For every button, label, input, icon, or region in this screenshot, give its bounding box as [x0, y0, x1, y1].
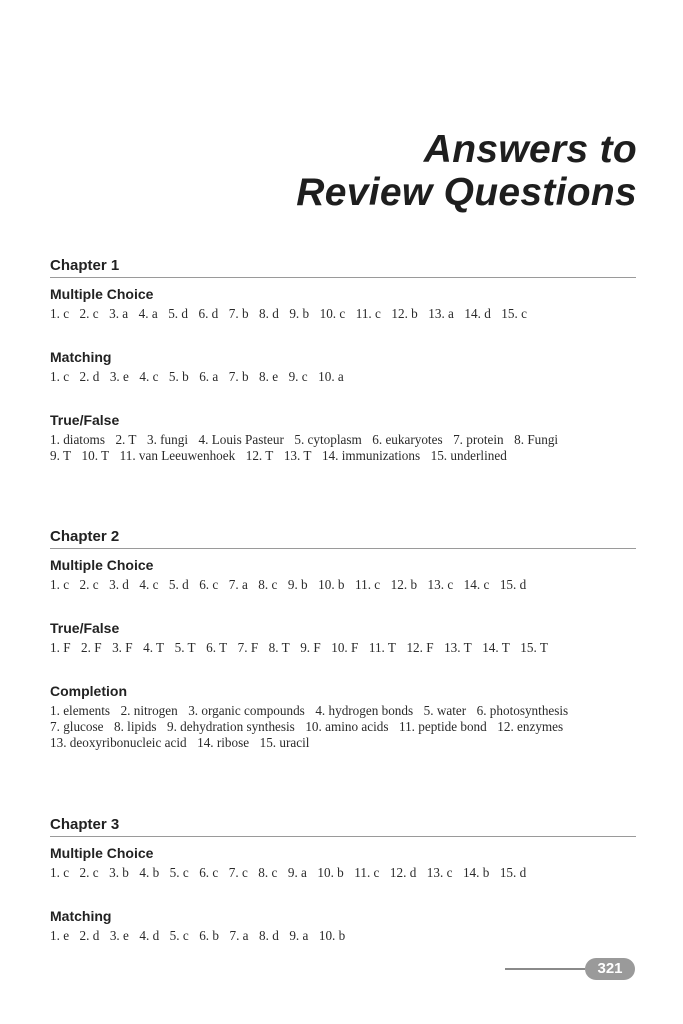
answer-item: 14. ribose	[197, 735, 250, 750]
answer-item: 10. amino acids	[305, 719, 389, 734]
title-line-2: Review Questions	[296, 171, 637, 214]
answer-item: 8. lipids	[113, 719, 157, 734]
answer-item: 14. b	[462, 865, 490, 880]
answer-item: 1. e	[50, 928, 70, 943]
answer-item: 12. b	[390, 577, 418, 592]
answer-section	[50, 683, 636, 751]
answer-item: 8. c	[258, 577, 278, 592]
answer-item: 1. c	[50, 369, 70, 384]
answer-item: 3. e	[109, 369, 129, 384]
answer-item: 5. cytoplasm	[294, 432, 362, 447]
page-number-rule	[505, 968, 585, 970]
answer-item: 14. T	[482, 640, 510, 655]
answer-item: 6. a	[199, 369, 219, 384]
answer-item: 13. deoxyribonucleic acid	[50, 735, 187, 750]
answer-item: 7. b	[228, 369, 249, 384]
answer-item: 7. protein	[453, 432, 504, 447]
answer-list	[50, 432, 636, 464]
answer-item: 2. c	[79, 865, 99, 880]
answer-item: 4. c	[139, 369, 159, 384]
answer-item: 3. e	[109, 928, 129, 943]
answer-item: 9. F	[300, 640, 321, 655]
answer-item: 13. T	[444, 640, 472, 655]
answer-item: 11. van Leeuwenhoek	[119, 448, 236, 463]
answer-item: 8. Fungi	[514, 432, 559, 447]
answer-item: 15. d	[499, 577, 527, 592]
answer-line	[50, 703, 636, 719]
answer-item: 4. c	[139, 577, 159, 592]
answer-item: 9. T	[50, 448, 72, 463]
section-heading: True/False	[50, 412, 120, 428]
answer-item: 12. enzymes	[497, 719, 564, 734]
answer-line	[50, 369, 636, 385]
answer-item: 10. b	[317, 865, 344, 880]
answer-item: 5. d	[168, 306, 188, 321]
page-number-block	[505, 957, 635, 981]
chapter-3	[50, 816, 636, 944]
answer-item: 6. b	[199, 928, 219, 943]
section-heading: True/False	[50, 620, 120, 636]
answer-item: 15. c	[501, 306, 527, 321]
answer-item: 3. fungi	[146, 432, 188, 447]
chapter-2	[50, 528, 636, 751]
answer-item: 13. c	[427, 577, 454, 592]
answer-item: 3. F	[112, 640, 133, 655]
answer-line	[50, 577, 636, 593]
answer-list	[50, 577, 636, 593]
answer-item: 1. c	[50, 306, 70, 321]
answer-item: 13. T	[283, 448, 312, 463]
answer-item: 2. d	[79, 928, 100, 943]
answer-item: 8. T	[268, 640, 290, 655]
title-line-1: Answers to	[423, 128, 637, 171]
answer-item: 11. T	[368, 640, 396, 655]
answer-item: 7. a	[229, 928, 249, 943]
answer-line	[50, 640, 636, 656]
answer-item: 15. uracil	[259, 735, 310, 750]
answer-item: 9. dehydration synthesis	[166, 719, 295, 734]
answer-item: 9. c	[288, 369, 308, 384]
answer-item: 7. a	[228, 577, 248, 592]
answer-item: 8. d	[259, 928, 279, 943]
page-number: 321	[585, 958, 635, 980]
answer-item: 13. c	[426, 865, 453, 880]
answer-section	[50, 286, 636, 322]
answer-item: 2. c	[79, 577, 99, 592]
answer-item: 7. c	[228, 865, 248, 880]
answer-line	[50, 306, 636, 322]
answer-item: 10. F	[331, 640, 359, 655]
answer-item: 4. d	[139, 928, 160, 943]
answer-item: 7. b	[228, 306, 249, 321]
answer-list	[50, 928, 636, 944]
answer-line	[50, 448, 636, 464]
answer-item: 10. b	[318, 928, 346, 943]
section-heading: Matching	[50, 908, 112, 924]
chapter-heading: Chapter 1	[50, 257, 636, 278]
answer-item: 1. elements	[50, 703, 111, 718]
answer-section	[50, 620, 636, 656]
answer-item: 10. c	[319, 306, 346, 321]
answer-section	[50, 908, 636, 944]
answer-line	[50, 865, 636, 881]
answer-item: 10. T	[81, 448, 110, 463]
answer-item: 13. a	[428, 306, 454, 321]
answer-item: 12. T	[245, 448, 274, 463]
answer-item: 6. c	[199, 577, 219, 592]
answer-item: 5. c	[169, 928, 189, 943]
answer-item: 1. c	[50, 577, 70, 592]
answer-item: 2. d	[79, 369, 100, 384]
section-heading: Multiple Choice	[50, 557, 154, 573]
answer-item: 15. T	[520, 640, 548, 655]
answer-item: 12. b	[391, 306, 418, 321]
answer-item: 5. T	[174, 640, 196, 655]
chapter-heading: Chapter 2	[50, 528, 636, 549]
answer-item: 10. b	[318, 577, 345, 592]
answer-item: 10. a	[318, 369, 344, 384]
section-heading: Multiple Choice	[50, 286, 154, 302]
answer-item: 2. c	[79, 306, 99, 321]
page-title	[296, 128, 637, 214]
answer-item: 5. b	[168, 369, 189, 384]
answer-item: 6. c	[199, 865, 219, 880]
answer-item: 9. a	[287, 865, 307, 880]
answer-line	[50, 432, 636, 448]
answer-item: 1. F	[50, 640, 71, 655]
answer-section	[50, 557, 636, 593]
answer-item: 7. F	[237, 640, 259, 655]
answer-list	[50, 640, 636, 656]
section-heading: Multiple Choice	[50, 845, 154, 861]
chapter-1	[50, 257, 636, 464]
answer-item: 8. c	[258, 865, 278, 880]
answer-item: 14. d	[464, 306, 491, 321]
answer-item: 3. a	[109, 306, 129, 321]
answer-line	[50, 928, 636, 944]
answer-list	[50, 369, 636, 385]
answer-item: 9. b	[289, 306, 310, 321]
answer-item: 15. d	[499, 865, 527, 880]
answer-item: 9. a	[289, 928, 309, 943]
answer-item: 4. Louis Pasteur	[198, 432, 284, 447]
answer-list	[50, 306, 636, 322]
answer-item: 4. a	[138, 306, 158, 321]
answer-item: 5. water	[423, 703, 467, 718]
answer-item: 2. nitrogen	[120, 703, 178, 718]
answer-item: 2. F	[81, 640, 102, 655]
answer-item: 6. T	[206, 640, 228, 655]
answer-item: 9. b	[287, 577, 308, 592]
answer-line	[50, 735, 636, 751]
section-heading: Matching	[50, 349, 112, 365]
answer-section	[50, 845, 636, 881]
answer-item: 5. c	[169, 865, 189, 880]
answer-item: 11. peptide bond	[398, 719, 487, 734]
answer-item: 4. hydrogen bonds	[315, 703, 414, 718]
answer-item: 3. d	[109, 577, 129, 592]
answer-item: 4. T	[143, 640, 165, 655]
answer-item: 14. c	[463, 577, 490, 592]
chapter-heading: Chapter 3	[50, 816, 636, 837]
answer-section	[50, 412, 636, 464]
answer-item: 3. organic compounds	[188, 703, 305, 718]
answer-item: 6. d	[198, 306, 219, 321]
answer-list	[50, 865, 636, 881]
answer-item: 11. c	[355, 306, 381, 321]
answer-item: 1. c	[50, 865, 70, 880]
answer-item: 2. T	[115, 432, 137, 447]
answer-item: 6. photosynthesis	[476, 703, 569, 718]
answer-list	[50, 703, 636, 751]
answer-item: 15. underlined	[430, 448, 507, 463]
answer-item: 11. c	[355, 577, 381, 592]
answer-item: 12. F	[406, 640, 434, 655]
answer-item: 8. d	[259, 306, 279, 321]
answer-item: 8. e	[259, 369, 279, 384]
answer-item: 6. eukaryotes	[372, 432, 443, 447]
section-heading: Completion	[50, 683, 127, 699]
answer-section	[50, 349, 636, 385]
answer-item: 1. diatoms	[50, 432, 105, 447]
answer-item: 3. b	[109, 865, 129, 880]
answer-line	[50, 719, 636, 735]
answer-item: 7. glucose	[50, 719, 104, 734]
answer-item: 12. d	[389, 865, 417, 880]
answer-item: 11. c	[354, 865, 380, 880]
answer-item: 4. b	[139, 865, 160, 880]
answer-item: 14. immunizations	[321, 448, 421, 463]
answer-item: 5. d	[168, 577, 189, 592]
